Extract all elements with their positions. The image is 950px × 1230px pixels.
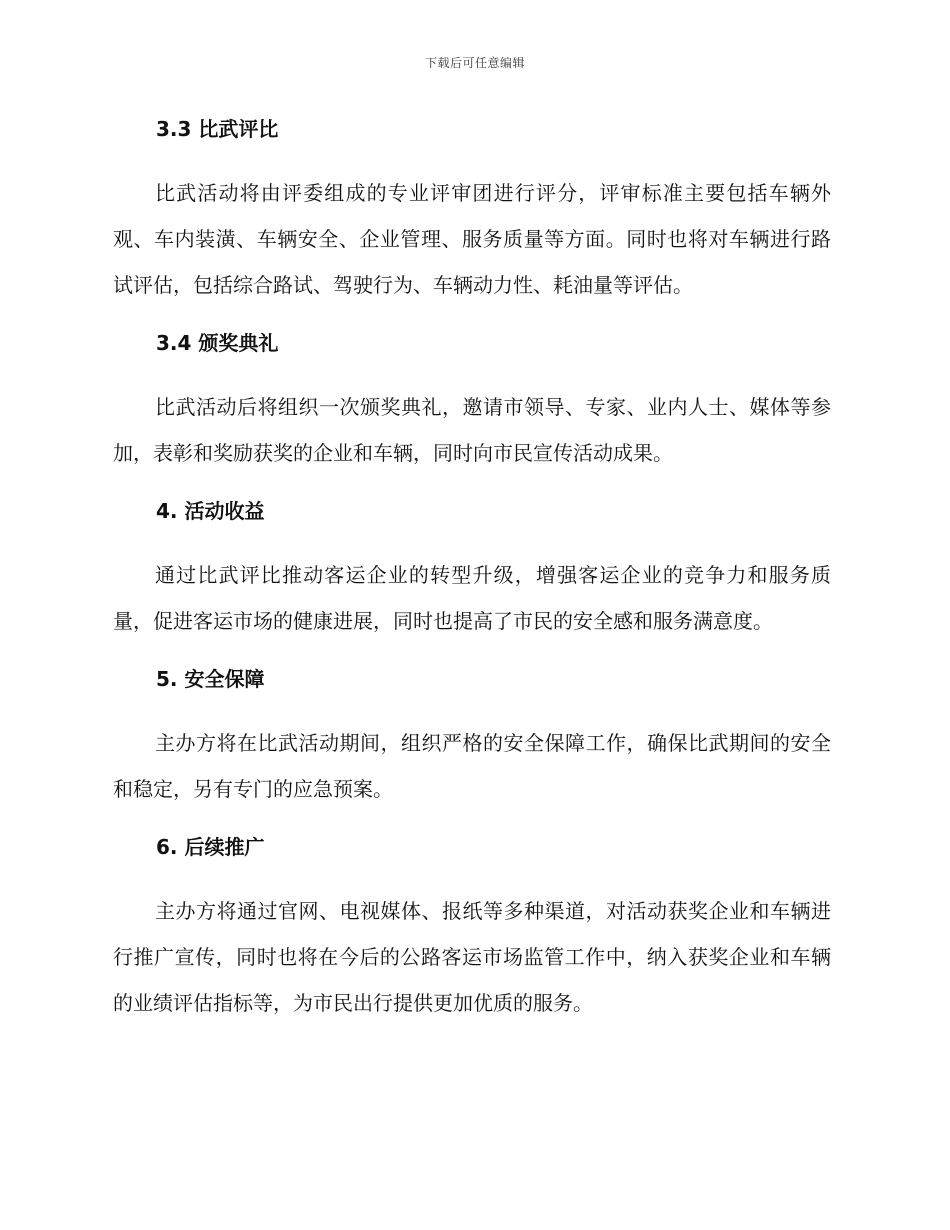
section-paragraph-3-4: 比武活动后将组织一次颁奖典礼，邀请市领导、专家、业内人士、媒体等参加，表彰和奖励获奖的企业和车辆，同时向市民宣传活动成果。 [113,395,831,465]
section-heading-5: 5. 安全保障 [156,667,265,691]
section-heading-6: 6. 后续推广 [156,835,265,859]
document-body [113,112,831,1026]
section-paragraph-3-3: 比武活动将由评委组成的专业评审团进行评分，评审标准主要包括车辆外观、车内装潢、车辆安全、企业管理、服务质量等方面。同时也将对车辆进行路试评估，包括综合路试、驾驶行为、车辆动力性、耗油量等评估。 [113,181,831,297]
section-paragraph-6: 主办方将通过官网、电视媒体、报纸等多种渠道，对活动获奖企业和车辆进行推广宣传，同时也将在今后的公路客运市场监管工作中，纳入获奖企业和车辆的业绩评估指标等，为市民出行提供更加优质的服务。 [113,899,831,1015]
section-paragraph-4: 通过比武评比推动客运企业的转型升级，增强客运企业的竞争力和服务质量，促进客运市场的健康进展，同时也提高了市民的安全感和服务满意度。 [113,563,831,633]
section-heading-3-3: 3.3 比武评比 [156,117,279,141]
section-heading-3-4: 3.4 颁奖典礼 [156,331,279,355]
page-header: 下载后可任意编辑 [424,56,525,70]
section-heading-4: 4. 活动收益 [156,499,265,523]
section-paragraph-5: 主办方将在比武活动期间，组织严格的安全保障工作，确保比武期间的安全和稳定，另有专门的应急预案。 [113,731,831,801]
